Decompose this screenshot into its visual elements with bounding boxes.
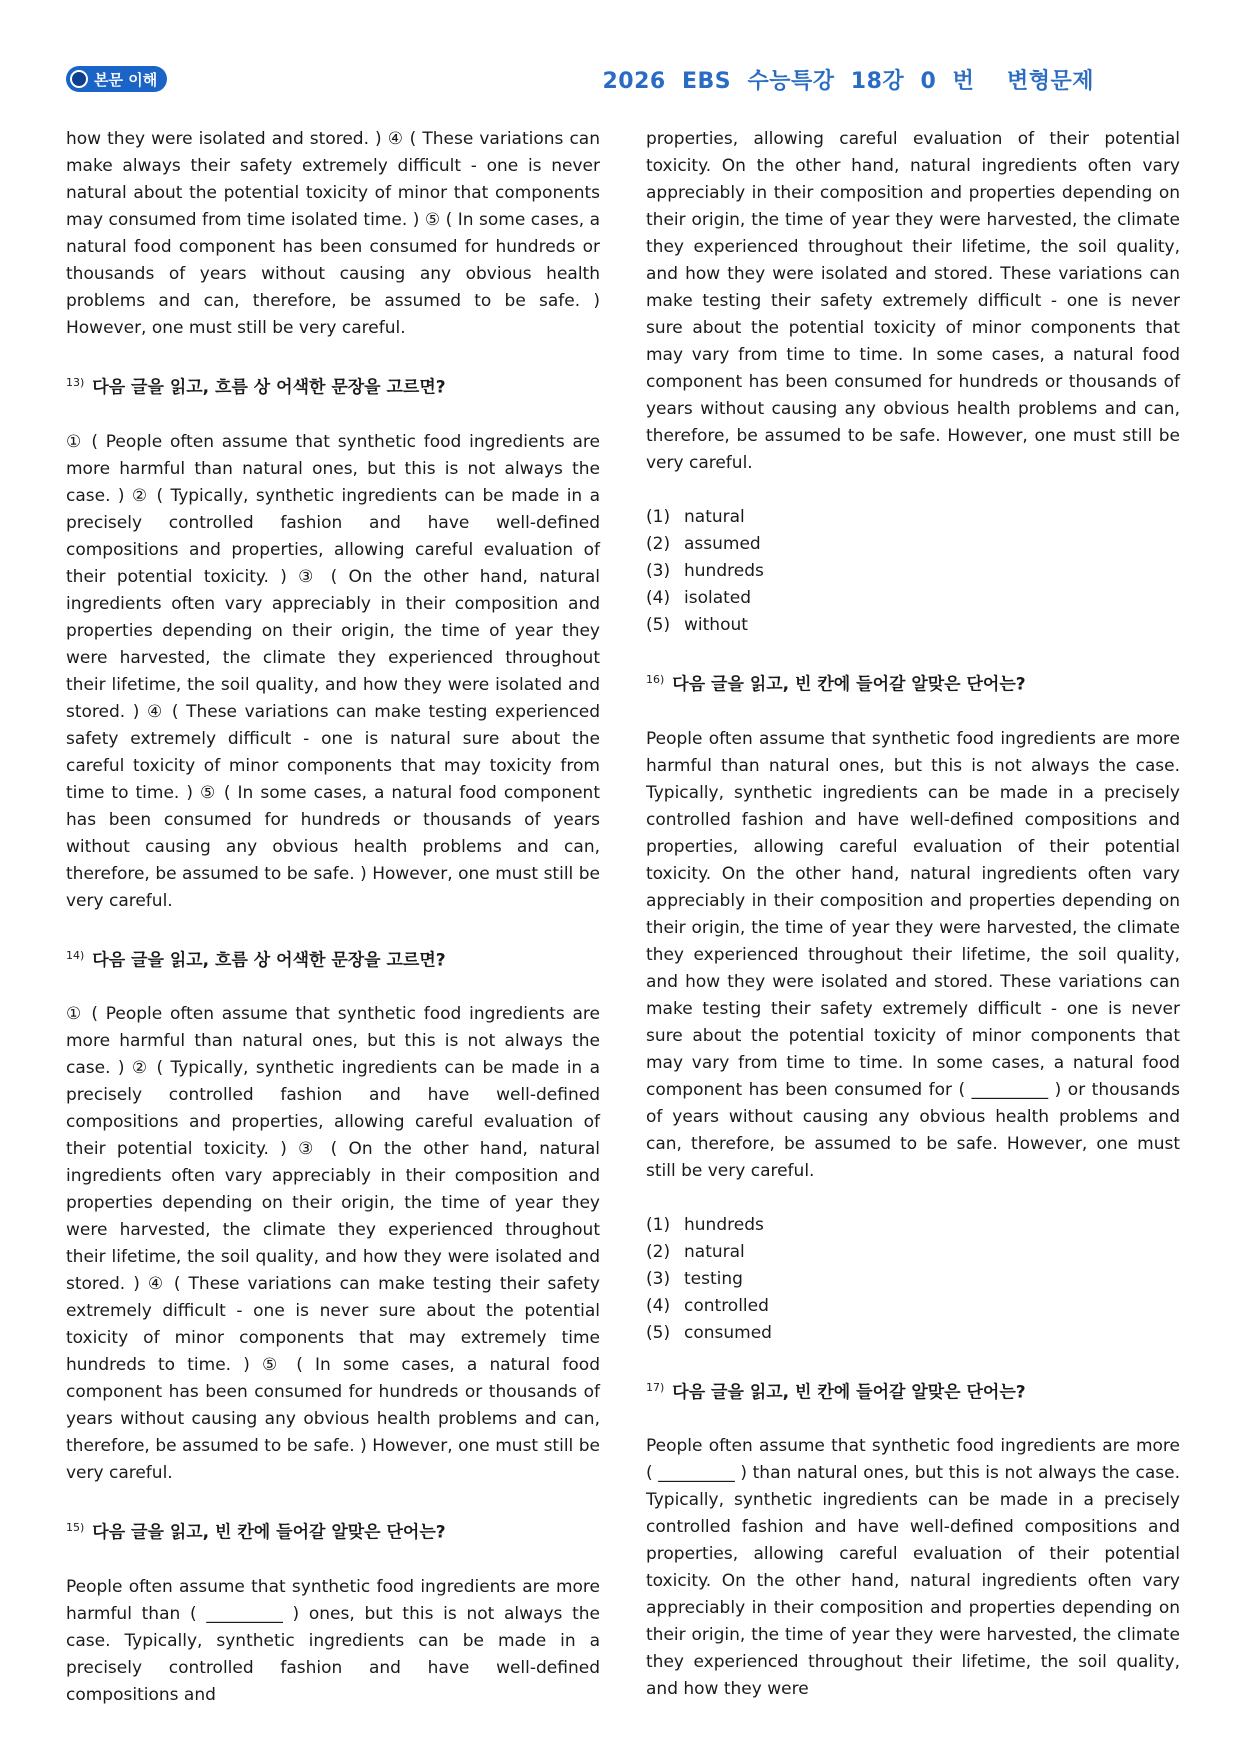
answer-option[interactable]: (2) natural: [646, 1241, 745, 1262]
question-16-options: [646, 1212, 1180, 1347]
question-14-passage: ① ( People often assume that synthetic food ingredients are more harmful than natural ones, but this is not always the case. ) ② ( Typically, synthetic ingredients can be made in a precisely controlled fashion and have well-defined compositions and properties, allowing careful evaluation of their potential toxicity. ) ③ ( On the other hand, natural ingredients often vary appreciably in their composition and properties depending on their origin, the time of year they were harvested, the climate they experienced throughout their lifetime, the soil quality, and how they were isolated and stored. ) ④ ( These variations can make testing their safety extremely difficult - one is never sure about the potential toxicity of minor components that may extremely time hundreds to time. ) ⑤ ( In some cases, a natural food component has been consumed for hundreds or thousands of years without causing any obvious health problems and can, therefore, be assumed to be safe. ) However, one must still be very careful.: [66, 1004, 600, 1484]
question-number: 13): [66, 376, 85, 389]
question-prompt: 다음 글을 읽고, 흐름 상 어색한 문장을 고르면?: [92, 950, 446, 971]
section-badge-label: 본문 이해: [94, 70, 158, 89]
left-column: [66, 126, 600, 1709]
question-16-heading: [646, 666, 1180, 699]
answer-option[interactable]: (4) isolated: [646, 588, 752, 608]
question-17-passage: People often assume that synthetic food ingredients are more ( _________ ) than natural ones, but this is not always the case. Typically, synthetic ingredients can be made in a precisely controlled fashion and have well-defined compositions and properties, allowing careful evaluation of their potential toxicity. On the other hand, natural ingredients often vary appreciably in their composition and properties depending on their origin, the time of year they were harvested, the climate they experienced throughout their lifetime, the soil quality, and how they were: [646, 1436, 1180, 1700]
question-13-heading: [66, 369, 600, 402]
question-number: 15): [66, 1521, 85, 1535]
answer-option[interactable]: (4) controlled: [646, 1295, 769, 1316]
answer-option[interactable]: (3) testing: [646, 1268, 743, 1289]
question-15-heading: [66, 1514, 600, 1547]
question-16-passage: People often assume that synthetic food ingredients are more harmful than natural ones, but this is not always the case. Typically, synthetic ingredients can be made in a precisely controlled fashion and have well-defined compositions and properties, allowing careful evaluation of their potential toxicity. On the other hand, natural ingredients often vary appreciably in their composition and properties depending on their origin, the time of year they were harvested, the climate they experienced throughout their lifetime, the soil quality, and how they were isolated and stored. These variations can make testing their safety extremely difficult - one is never sure about the potential toxicity of minor components that may vary from time to time. In some cases, a natural food component has been consumed for ( _________ ) or thousands of years without causing any obvious health problems and can, therefore, be assumed to be safe. However, one must still be very careful.: [646, 728, 1180, 1181]
section-badge: [66, 66, 167, 92]
question-15-passage-continued: properties, allowing careful evaluation of their potential toxicity. On the other hand, natural ingredients often vary appreciably in their composition and properties depending on their origin, the time of year they were harvested, the climate they experienced throughout their lifetime, the soil quality, and how they were isolated and stored. These variations can make testing their safety extremely difficult - one is never sure about the potential toxicity of minor components that may vary from time to time. In some cases, a natural food component has been consumed for hundreds or thousands of years without causing any obvious health problems and can, therefore, be assumed to be safe. However, one must still be very careful.: [646, 129, 1180, 473]
page-header: [66, 64, 1174, 98]
question-number: 16): [646, 673, 665, 686]
answer-option[interactable]: (5) consumed: [646, 1322, 772, 1343]
question-15-passage: People often assume that synthetic food ingredients are more harmful than ( _________ ) ones, but this is not always the case. Typically, synthetic ingredients can be made in a precisely controlled fashion and have well-defined compositions and: [66, 1576, 600, 1705]
answer-option[interactable]: (2) assumed: [646, 534, 761, 554]
question-prompt: 다음 글을 읽고, 빈 칸에 들어갈 알맞은 단어는?: [672, 1382, 1026, 1403]
question-number: 14): [66, 948, 85, 962]
circle-icon: [70, 70, 88, 88]
answer-option[interactable]: (3) hundreds: [646, 561, 764, 581]
question-prompt: 다음 글을 읽고, 빈 칸에 들어갈 알맞은 단어는?: [92, 1522, 446, 1543]
question-15-options: [646, 504, 1180, 639]
passage-continued: how they were isolated and stored. ) ④ ( These variations can make always their safety extremely difficult - one is never natural about the potential toxicity of minor that components may consumed from time isolated time. ) ⑤ ( In some cases, a natural food component has been consumed for hundreds or thousands of years without causing any obvious health problems and can, therefore, be assumed to be safe. ) However, one must still be very careful.: [66, 129, 600, 338]
question-number: 17): [646, 1380, 665, 1394]
question-17-heading: [646, 1374, 1180, 1407]
question-13-passage: ① ( People often assume that synthetic food ingredients are more harmful than natural ones, but this is not always the case. ) ② ( Typically, synthetic ingredients can be made in a precisely controlled fashion and have well-defined compositions and properties, allowing careful evaluation of their potential toxicity. ) ③ ( On the other hand, natural ingredients often vary appreciably in their composition and properties depending on their origin, the time of year they were harvested, the climate they experienced throughout their lifetime, the soil quality, and how they were isolated and stored. ) ④ ( These variations can make testing experienced safety extremely difficult - one is natural sure about the careful toxicity of minor components that may toxicity from time to time. ) ⑤ ( In some cases, a natural food component has been consumed for hundreds or thousands of years without causing any obvious health problems and can, therefore, be assumed to be safe. ) However, one must still be very careful.: [66, 431, 600, 911]
question-prompt: 다음 글을 읽고, 흐름 상 어색한 문장을 고르면?: [92, 377, 446, 398]
answer-option[interactable]: (1) natural: [646, 507, 745, 527]
document-title: 2026 EBS 수능특강 18강 0 번 변형문제: [602, 69, 1094, 94]
answer-option[interactable]: (5) without: [646, 615, 748, 635]
right-column: [646, 126, 1180, 1703]
answer-option[interactable]: (1) hundreds: [646, 1214, 764, 1235]
question-prompt: 다음 글을 읽고, 빈 칸에 들어갈 알맞은 단어는?: [672, 674, 1026, 695]
question-14-heading: [66, 942, 600, 975]
